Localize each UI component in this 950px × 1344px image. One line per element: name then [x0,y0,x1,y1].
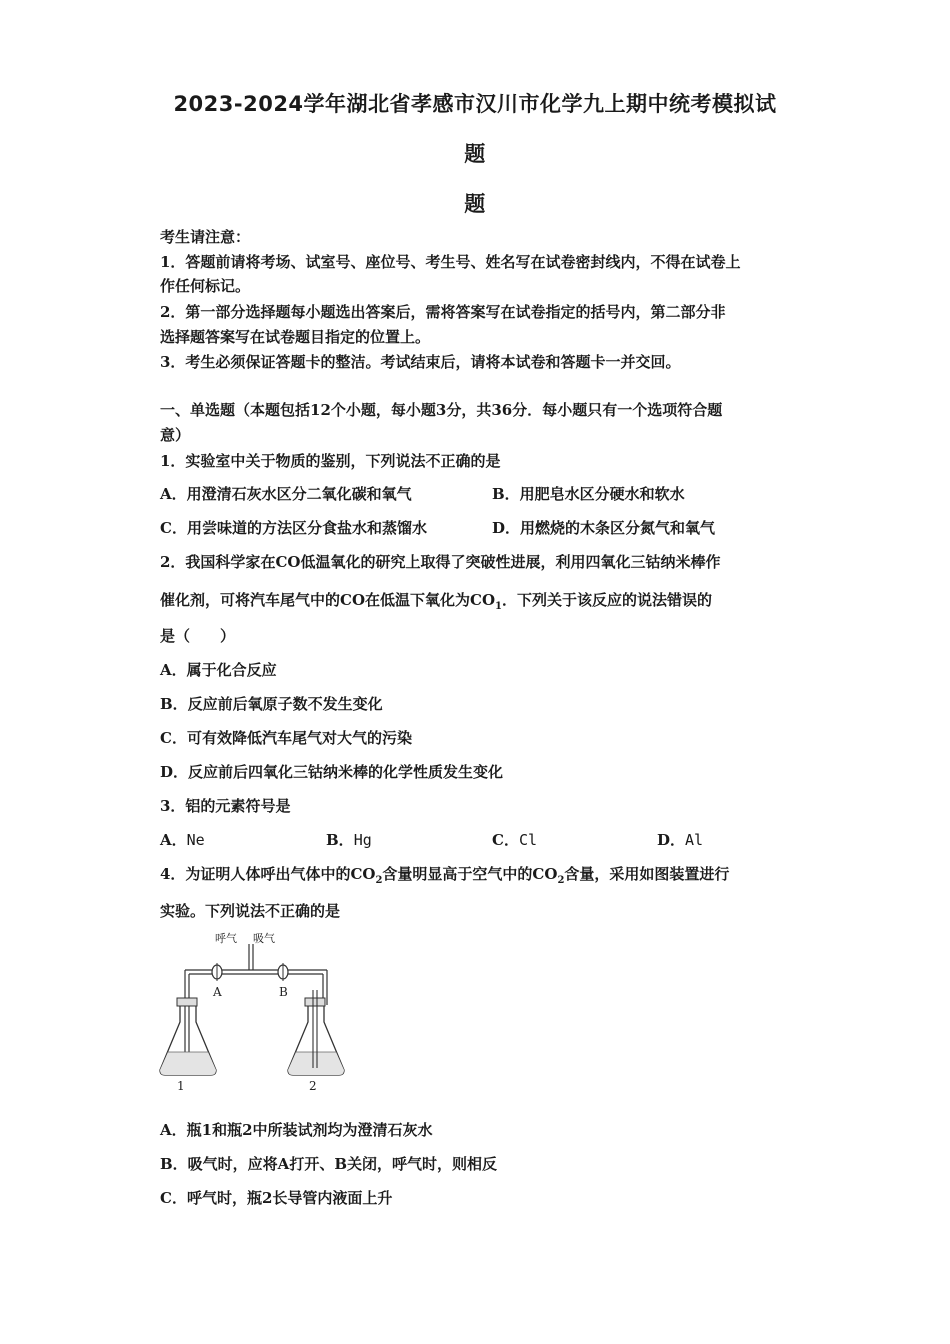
q4-option-b: B．吸气时，应将A打开、B关闭，呼气时，则相反 [160,1155,497,1173]
notice-item-3: 3．考生必须保证答题卡的整洁。考试结束后，请将本试卷和答题卡一并交回。 [160,353,681,371]
label-inhale: 吸气 [253,932,275,945]
q1-stem: 1．实验室中关于物质的鉴别，下列说法不正确的是 [160,452,501,470]
q2-option-c: C．可有效降低汽车尾气对大气的污染 [160,729,412,747]
q1-option-d: D．用燃烧的木条区分氮气和氧气 [492,519,716,537]
valve-b-label: B [279,985,288,999]
q3-option-d: D．Al [657,831,704,849]
q4-option-a: A．瓶1和瓶2中所装试剂均为澄清石灰水 [160,1121,433,1139]
q2-option-d: D．反应前后四氧化三钴纳米棒的化学性质发生变化 [160,763,504,781]
notice-item-2b: 选择题答案写在试卷题目指定的位置上。 [160,328,431,346]
bottle-2-liquid [288,1052,344,1075]
notice-item-1a: 1．答题前请将考场、试室号、座位号、考生号、姓名写在试卷密封线内，不得在试卷上 [160,253,741,271]
q2-option-b: B．反应前后氧原子数不发生变化 [160,695,383,713]
q1-option-c: C．用尝味道的方法区分食盐水和蒸馏水 [160,519,427,537]
bottle-1-liquid [160,1052,216,1075]
q1-option-b: B．用肥皂水区分硬水和软水 [492,485,685,503]
q1-option-a: A．用澄清石灰水区分二氧化碳和氧气 [160,485,412,503]
notice-item-2a: 2．第一部分选择题每小题选出答案后，需将答案写在试卷指定的括号内，第二部分非 [160,303,726,321]
q4-option-c: C．呼气时，瓶2长导管内液面上升 [160,1189,393,1207]
q4-stem-a: 4．为证明人体呼出气体中的$CO_2$含量明显高于空气中的$CO_2$含量，采用如图装置进行 [160,865,730,886]
q3-option-b: B．Hg [326,831,372,849]
gas-washing-apparatus-diagram [155,930,345,1095]
exam-title-line-1: 2023-2024学年湖北省孝感市汉川市化学九上期中统考模拟试 [173,92,777,116]
exam-title-line-3: 题 [464,192,486,216]
bottle-1-stopper [177,998,197,1006]
bottle-2-stopper [305,998,325,1006]
q4-stem-b: 实验。下列说法不正确的是 [160,902,341,920]
q2-stem-a: 2．我国科学家在CO低温氧化的研究上取得了突破性进展，利用四氧化三钴纳米棒作 [160,553,721,571]
q3-stem: 3．铝的元素符号是 [160,797,291,815]
q3-option-a: A．Ne [160,831,205,849]
notice-heading: 考生请注意： [160,228,251,246]
bottle-1-label: 1 [177,1079,185,1093]
q4-apparatus-figure [155,930,345,1095]
q2-stem-c: 是（ ） [160,627,236,645]
q3-option-c: C．Cl [492,831,538,849]
q2-stem-b: 催化剂，可将汽车尾气中的CO在低温下氧化为$CO_1$．下列关于该反应的说法错误的 [160,591,712,612]
valve-a-label: A [213,985,222,999]
section-heading-a: 一、单选题（本题包括12个小题，每小题3分，共36分．每小题只有一个选项符合题 [160,401,723,419]
label-exhale: 呼气 [215,932,237,945]
section-heading-b: 意） [160,426,191,444]
bottle-2-label: 2 [309,1079,317,1093]
q2-option-a: A．属于化合反应 [160,661,277,679]
exam-title-line-2: 题 [464,142,486,166]
notice-item-1b: 作任何标记。 [160,277,251,295]
